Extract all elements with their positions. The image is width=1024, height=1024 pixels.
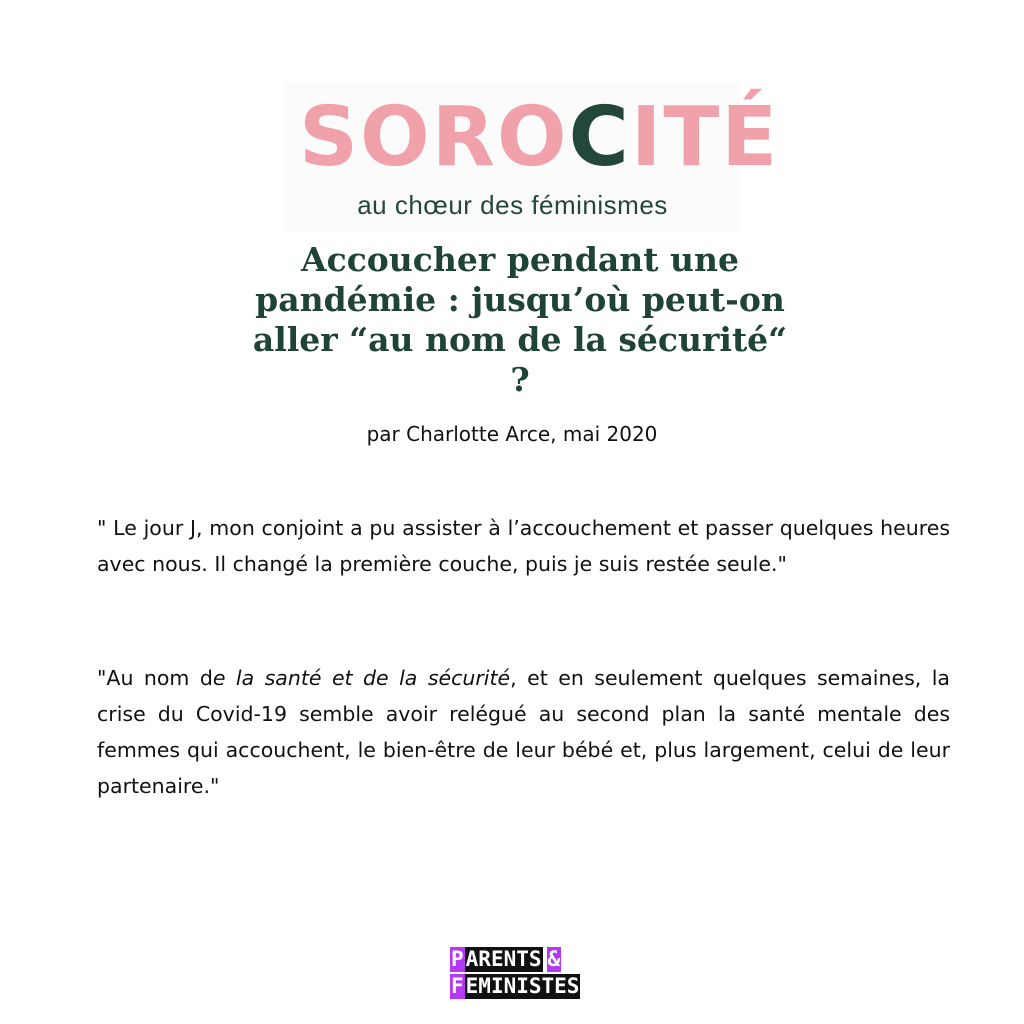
footer-word-eministes: EMINISTES [465,974,580,998]
footer-logo-line-2 [450,973,600,1000]
quote-second-suffix: , et en seulement quelques semaines, la crise du Covid-19 semble avoir relégué au second plan la santé mentale des femmes qui accouchent, le bien-être de leur bébé et, plus largement, celui de leur partenaire." [97,666,950,798]
footer-logo-line-1 [450,946,600,973]
quote-second [97,660,950,804]
quote-second-prefix: "Au nom d [97,666,213,690]
parents-feministes-logo [450,946,600,1002]
logo-word-c: C [568,89,631,185]
footer-letter-p: P [451,947,464,971]
logo-wordmark [299,89,780,185]
sorocite-logo [285,82,780,232]
quote-first: " Le jour J, mon conjoint a pu assister à l’accouchement et passer quelques heures avec nous. Il changé la première couche, puis je suis restée seule." [97,516,950,576]
logo-word-part1: SORO [299,89,569,185]
article-headline: Accoucher pendant une pandémie : jusqu’où peut-on aller “au nom de la sécurité“ ? [252,240,788,399]
logo-tagline: au chœur des féminismes [357,190,668,220]
quote-second-italic: e la santé et de la sécurité [212,666,511,690]
footer-letter-f: F [451,974,464,998]
logo-word-part2: ITÉ [630,89,780,185]
footer-ampersand: & [547,947,561,971]
footer-word-arents: ARENTS [465,947,542,971]
article-byline: par Charlotte Arce, mai 2020 [366,422,658,446]
